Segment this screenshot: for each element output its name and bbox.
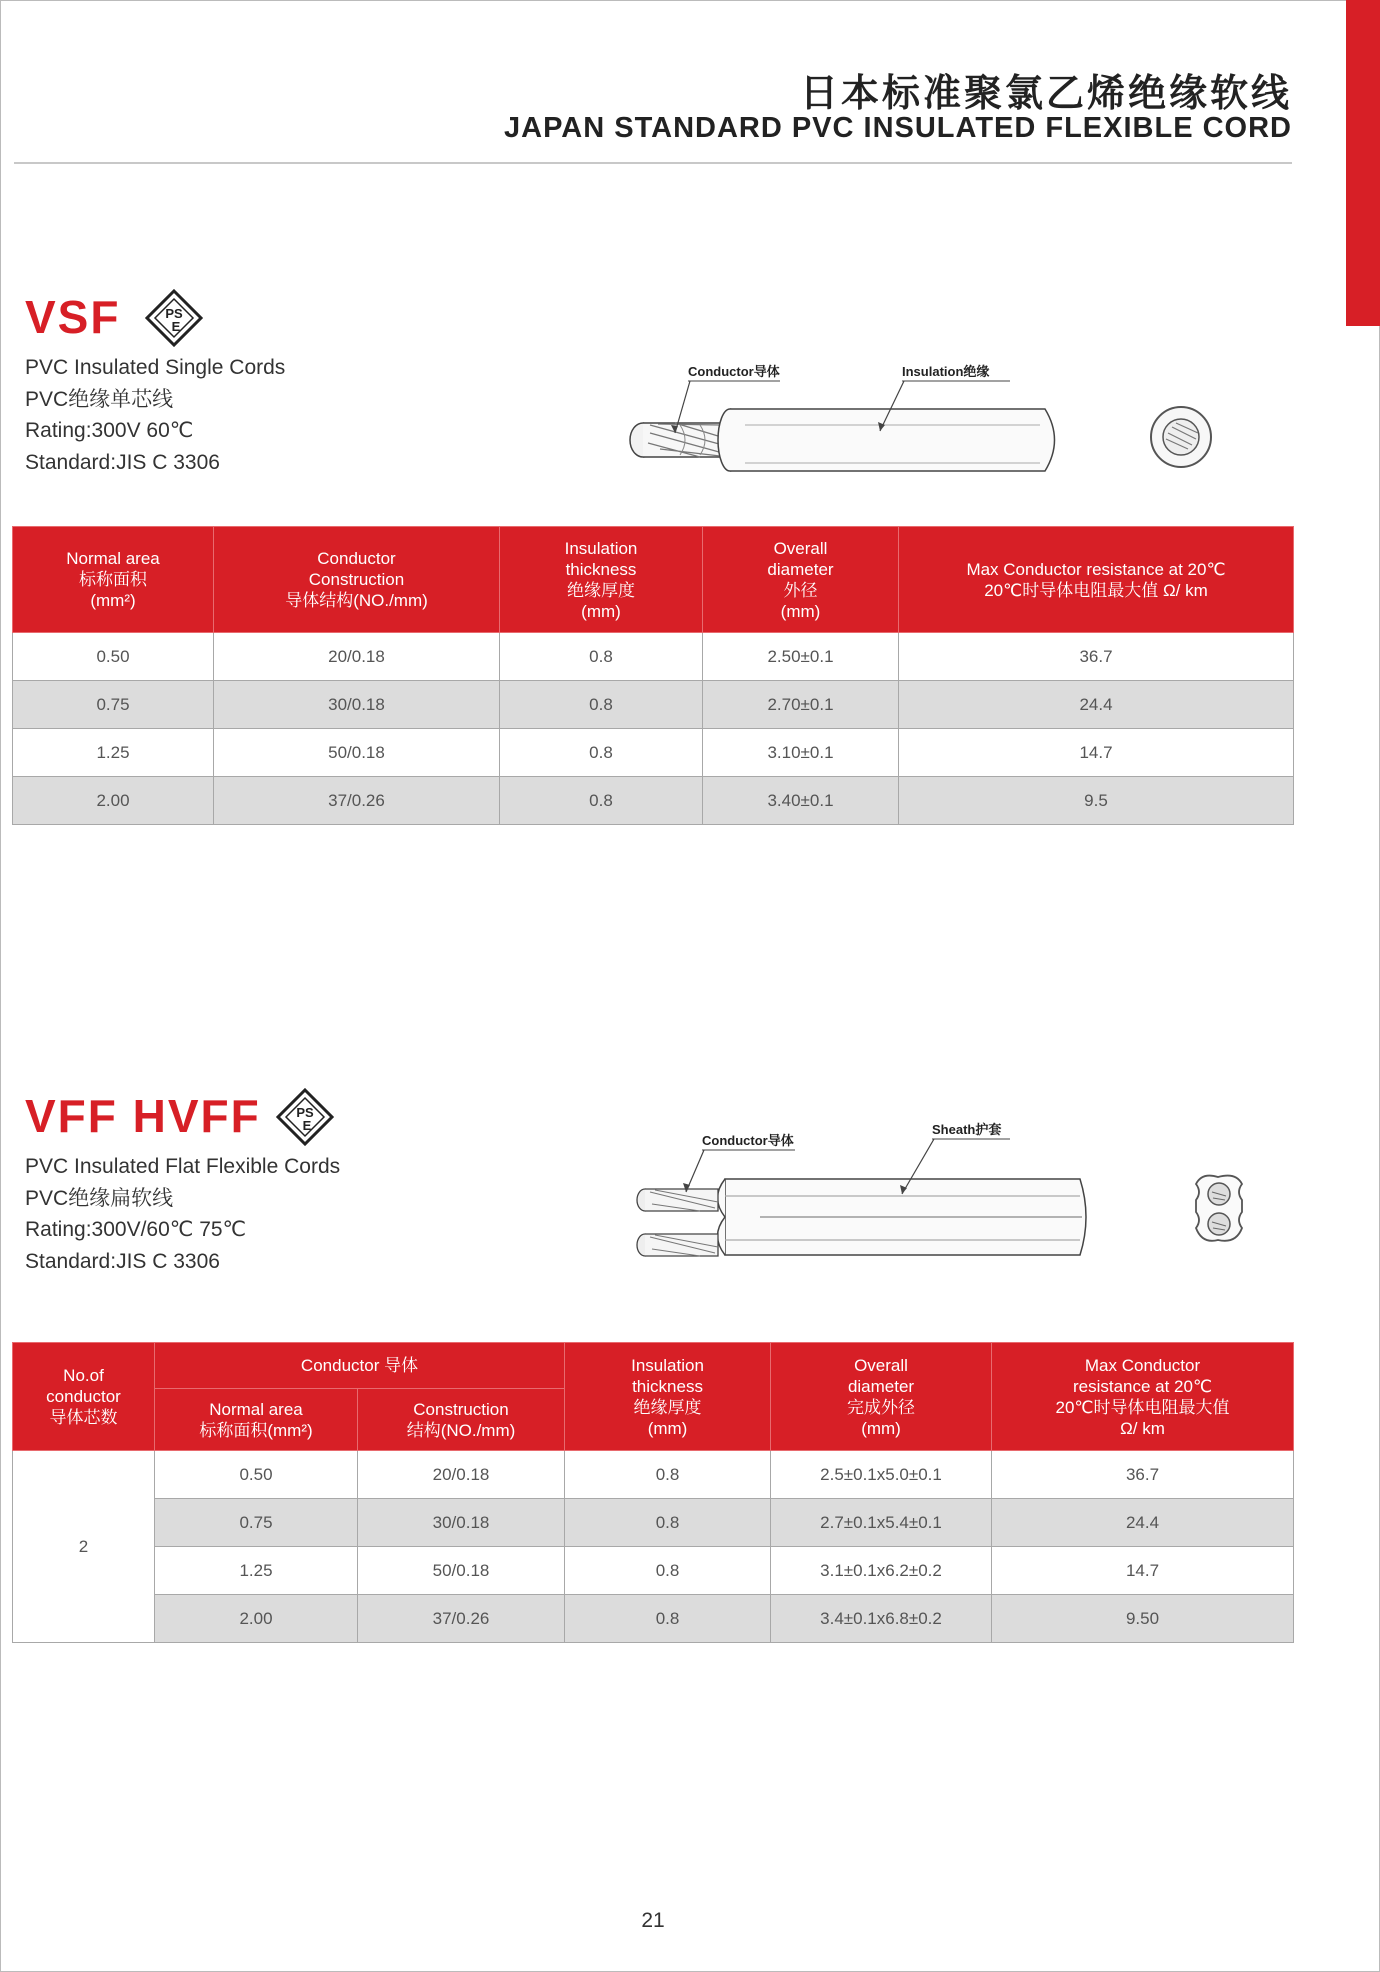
vff-header-no-conductor <box>13 1343 155 1451</box>
vff-header-line: Construction <box>413 1399 509 1419</box>
vff-table-header-row-1 <box>13 1343 1294 1389</box>
table-cell: 1.25 <box>13 729 214 777</box>
table-cell: 0.8 <box>565 1451 771 1499</box>
table-cell: 30/0.18 <box>358 1499 565 1547</box>
table-cell: 0.8 <box>565 1547 771 1595</box>
table-cell: 3.4±0.1x6.8±0.2 <box>771 1595 992 1643</box>
vsf-header-line: thickness <box>565 559 637 579</box>
table-cell: 0.50 <box>155 1451 358 1499</box>
table-row <box>13 1451 1294 1499</box>
pse-mark-bottom: E <box>302 1118 312 1133</box>
vff-standard: Standard:JIS C 3306 <box>25 1249 220 1273</box>
vff-header-resistance <box>992 1343 1294 1451</box>
table-cell: 36.7 <box>992 1451 1294 1499</box>
vsf-model-name: VSF <box>25 291 121 343</box>
vsf-header-normal-area <box>13 527 214 633</box>
table-cell: 30/0.18 <box>214 681 500 729</box>
vff-model-name: VFF HVFF <box>25 1090 261 1142</box>
vsf-header-line: 标称面积 <box>79 570 147 589</box>
vsf-header-line: Construction <box>308 570 405 589</box>
pse-mark-icon <box>145 289 203 347</box>
vsf-cross-section <box>1151 407 1211 467</box>
vff-header-line: Ω/ km <box>1120 1418 1165 1438</box>
vsf-header-line: Conductor <box>317 549 396 568</box>
table-cell: 0.8 <box>500 777 703 825</box>
vff-header-construction <box>358 1389 565 1451</box>
vff-no-of-conductor-cell <box>13 1451 155 1643</box>
vff-header-line: Max Conductor <box>1084 1355 1201 1375</box>
vff-header-line: 标称面积(mm²) <box>199 1420 313 1440</box>
vsf-standard: Standard:JIS C 3306 <box>25 450 220 474</box>
page-title-cn: 日本标准聚氯乙烯绝缘软线 <box>799 73 1292 115</box>
vff-header-line: 20℃时导体电阻最大值 <box>1055 1397 1230 1417</box>
table-row <box>13 1499 1294 1547</box>
table-cell: 0.8 <box>565 1499 771 1547</box>
table-cell: 3.1±0.1x6.2±0.2 <box>771 1547 992 1595</box>
table-cell: 2.5±0.1x5.0±0.1 <box>771 1451 992 1499</box>
table-cell: 24.4 <box>992 1499 1294 1547</box>
table-cell: 2.7±0.1x5.4±0.1 <box>771 1499 992 1547</box>
table-row <box>13 729 1294 777</box>
vff-header-line: Insulation <box>631 1355 704 1375</box>
table-row <box>13 1595 1294 1643</box>
vsf-name-en: PVC Insulated Single Cords <box>25 356 286 379</box>
vff-header-conductor-group: Conductor 导体 <box>155 1343 565 1389</box>
vff-header-normal-area <box>155 1389 358 1451</box>
vsf-cable-diagram <box>620 355 1260 485</box>
table-cell: 3.10±0.1 <box>703 729 899 777</box>
vsf-header-line: Overall <box>773 538 828 558</box>
table-cell: 2.00 <box>13 777 214 825</box>
table-cell: 0.8 <box>500 681 703 729</box>
table-cell: 0.75 <box>155 1499 358 1547</box>
table-cell: 14.7 <box>899 729 1294 777</box>
vff-header-line: (mm) <box>861 1418 901 1438</box>
vff-header-line: 导体芯数 <box>49 1408 118 1427</box>
table-row <box>13 681 1294 729</box>
vsf-header-line: Normal area <box>66 549 160 568</box>
table-cell: 0.8 <box>565 1595 771 1643</box>
pse-mark-bottom: E <box>171 319 181 334</box>
table-row <box>13 633 1294 681</box>
vff-header-line: 完成外径 <box>847 1397 916 1417</box>
page-number: 21 <box>641 1909 665 1932</box>
vff-spec-block <box>25 1151 340 1277</box>
table-cell: 37/0.26 <box>358 1595 565 1643</box>
table-cell: 20/0.18 <box>214 633 500 681</box>
table-cell: 14.7 <box>992 1547 1294 1595</box>
vff-header-line: (mm) <box>647 1418 688 1438</box>
vsf-table-header <box>13 527 1294 633</box>
vff-sheath-label: Sheath护套 <box>932 1122 1002 1137</box>
table-cell: 24.4 <box>899 681 1294 729</box>
vsf-header-line: 绝缘厚度 <box>567 580 635 600</box>
vff-conductors <box>637 1189 718 1256</box>
table-cell: 9.50 <box>992 1595 1294 1643</box>
vsf-header-insulation <box>500 527 703 633</box>
vsf-header-construction <box>214 527 500 633</box>
vff-header-line: 绝缘厚度 <box>633 1397 702 1417</box>
table-cell: 36.7 <box>899 633 1294 681</box>
vsf-header-line: (mm) <box>780 601 821 621</box>
vff-header-line: No.of <box>63 1366 104 1385</box>
pse-mark-icon <box>276 1088 334 1146</box>
pse-mark-top: PS <box>296 1105 314 1120</box>
vsf-name-cn: PVC绝缘单芯线 <box>25 387 174 411</box>
vsf-insulation-label: Insulation绝缘 <box>902 364 990 379</box>
vff-header-line: 结构(NO./mm) <box>406 1420 516 1440</box>
vsf-header-line: Max Conductor resistance at 20℃ <box>966 559 1226 579</box>
table-cell: 0.8 <box>500 633 703 681</box>
table-cell: 2.50±0.1 <box>703 633 899 681</box>
vff-header-line: diameter <box>847 1376 915 1396</box>
vsf-header-line: 外径 <box>783 580 818 600</box>
vff-header-line: resistance at 20℃ <box>1072 1376 1213 1396</box>
vff-rating: Rating:300V/60℃ 75℃ <box>25 1218 247 1241</box>
vsf-rating: Rating:300V 60℃ <box>25 419 194 442</box>
vff-header-line: conductor <box>46 1387 121 1406</box>
table-cell: 37/0.26 <box>214 777 500 825</box>
table-cell: 0.75 <box>13 681 214 729</box>
table-cell: 2.70±0.1 <box>703 681 899 729</box>
vff-header-line: Overall <box>854 1355 908 1375</box>
vsf-spec-block <box>25 352 285 478</box>
table-cell: 0.8 <box>500 729 703 777</box>
table-cell: 1.25 <box>155 1547 358 1595</box>
vsf-spec-table <box>12 526 1294 825</box>
table-cell: 50/0.18 <box>358 1547 565 1595</box>
table-row <box>13 1547 1294 1595</box>
vff-no-of-conductor-value: 2 <box>78 1536 89 1556</box>
table-row <box>13 777 1294 825</box>
page-title-en: JAPAN STANDARD PVC INSULATED FLEXIBLE CORD <box>504 112 1292 144</box>
vff-name-cn: PVC绝缘扁软线 <box>25 1186 174 1210</box>
vff-name-en: PVC Insulated Flat Flexible Cords <box>25 1155 341 1178</box>
red-edge-tab <box>1346 0 1380 326</box>
vsf-header-line: diameter <box>767 559 834 579</box>
pse-mark-top: PS <box>165 306 183 321</box>
vsf-header-line: Insulation <box>564 538 638 558</box>
table-cell: 3.40±0.1 <box>703 777 899 825</box>
vsf-header-line: 导体结构(NO./mm) <box>285 591 428 610</box>
vff-header-line: thickness <box>632 1376 703 1396</box>
vsf-conductor-label: Conductor导体 <box>688 364 780 379</box>
title-divider <box>14 162 1292 164</box>
vff-header-insulation <box>565 1343 771 1451</box>
vff-header-overall <box>771 1343 992 1451</box>
table-cell: 2.00 <box>155 1595 358 1643</box>
vsf-header-line: (mm) <box>581 601 621 621</box>
vff-cable-diagram <box>630 1112 1270 1282</box>
vsf-conductor-strands <box>630 423 730 457</box>
table-cell: 9.5 <box>899 777 1294 825</box>
vsf-header-overall <box>703 527 899 633</box>
vsf-header-line: 20℃时导体电阻最大值 Ω/ km <box>984 580 1208 600</box>
vff-header-line: Normal area <box>209 1399 303 1419</box>
vsf-header-line: (mm²) <box>90 591 136 610</box>
vff-spec-table <box>12 1342 1294 1643</box>
vff-cross-section <box>1196 1176 1242 1241</box>
table-cell: 50/0.18 <box>214 729 500 777</box>
table-cell: 20/0.18 <box>358 1451 565 1499</box>
table-cell: 0.50 <box>13 633 214 681</box>
vff-conductor-label: Conductor导体 <box>702 1133 794 1148</box>
vsf-header-resistance <box>899 527 1294 633</box>
